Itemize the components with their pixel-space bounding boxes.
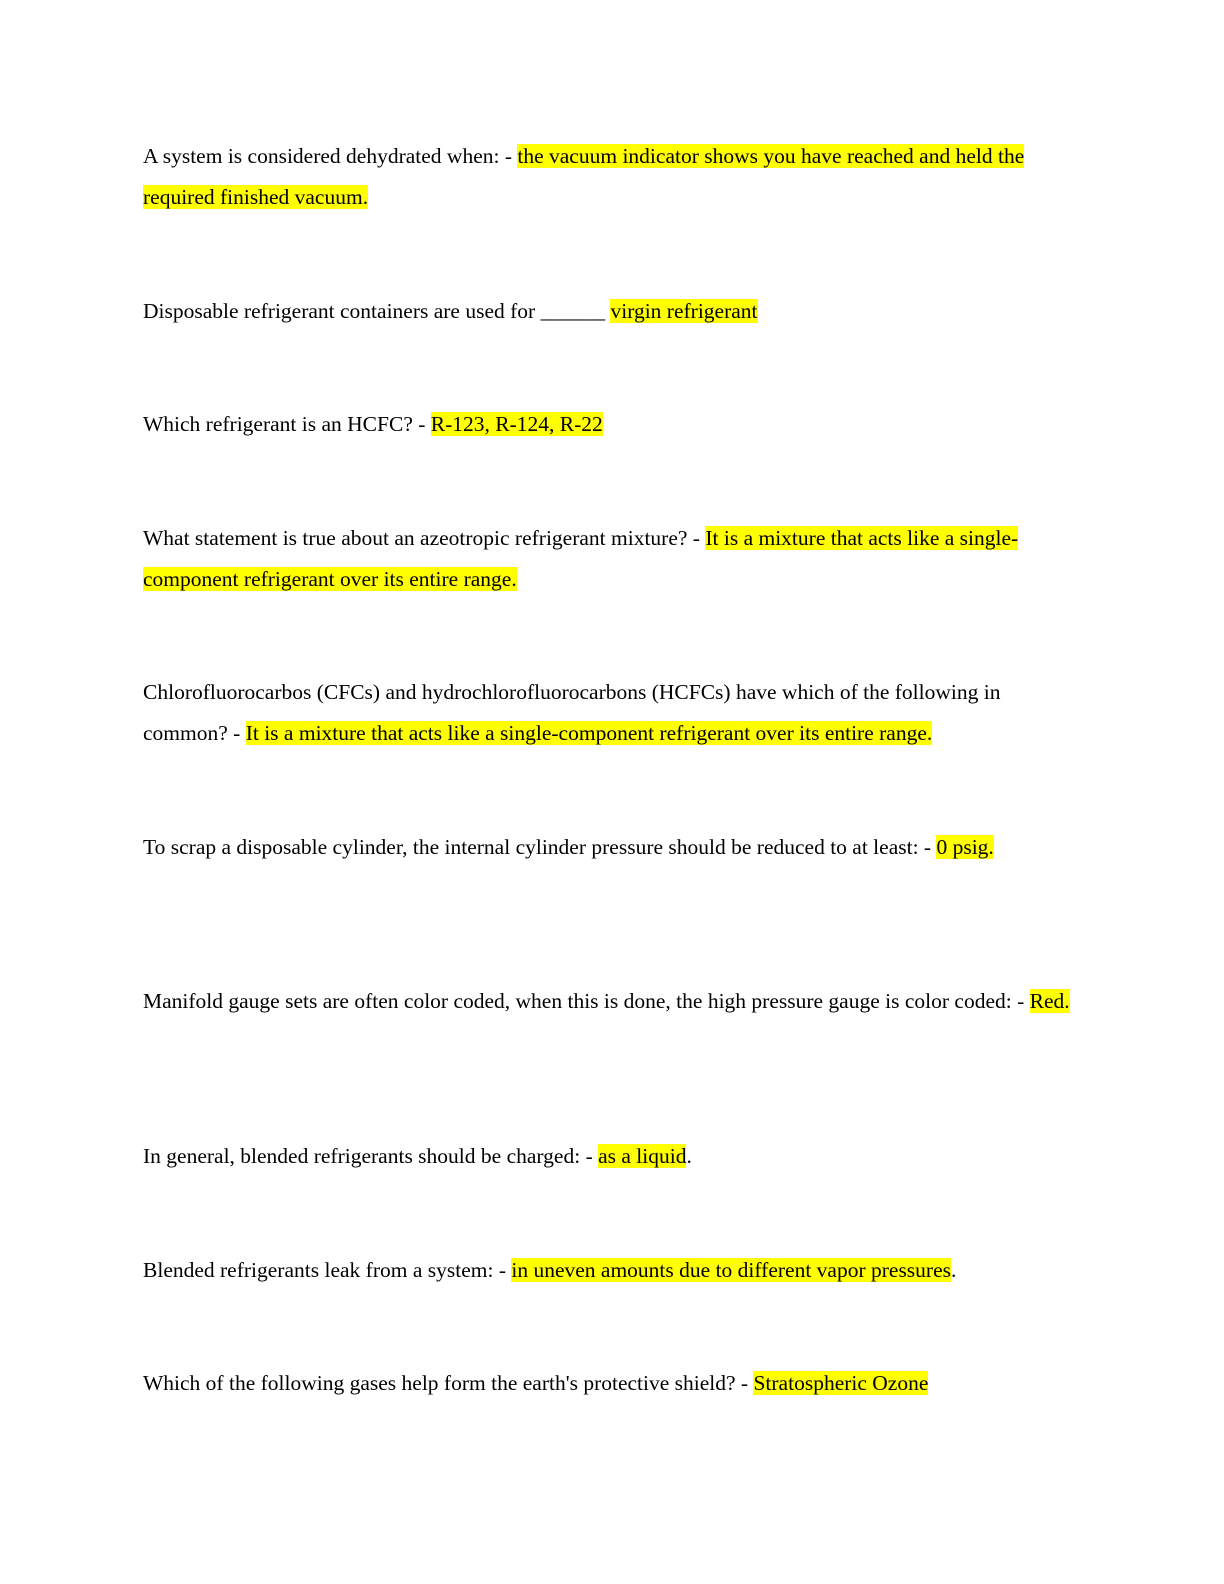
answer-highlight: Red. [1029, 989, 1070, 1013]
answer-highlight: as a liquid [598, 1144, 687, 1168]
question-text: In general, blended refrigerants should be charged: - [143, 1144, 599, 1168]
qa-item-7 [143, 981, 1073, 1022]
question-text: Manifold gauge sets are often color coded, when this is done, the high pressure gauge is color coded: - [143, 989, 1030, 1013]
qa-item-10 [143, 1363, 1073, 1404]
qa-item-5 [143, 672, 1073, 754]
question-text: Disposable refrigerant containers are used for ______ [143, 299, 611, 323]
question-text: Chlorofluorocarbos (CFCs) and hydrochlorofluorocarbons (HCFCs) have which of the following in common? - [143, 680, 1001, 745]
qa-item-8 [143, 1136, 1073, 1177]
qa-item-4 [143, 518, 1073, 600]
qa-item-3 [143, 404, 1073, 445]
question-text: A system is considered dehydrated when: - [143, 144, 518, 168]
question-text: Which refrigerant is an HCFC? - [143, 412, 431, 436]
answer-highlight: It is a mixture that acts like a single-component refrigerant over its entire range. [143, 526, 1019, 591]
answer-highlight: R-123, R-124, R-22 [430, 412, 603, 436]
answer-highlight: the vacuum indicator shows you have reached and held the required finished vacuum. [143, 144, 1025, 209]
qa-item-6 [143, 827, 1073, 868]
answer-tail: . [686, 1144, 692, 1168]
question-text: What statement is true about an azeotropic refrigerant mixture? - [143, 526, 706, 550]
qa-item-1 [143, 136, 1073, 218]
answer-highlight: 0 psig. [936, 835, 994, 859]
answer-highlight: in uneven amounts due to different vapor pressures [511, 1258, 951, 1282]
qa-item-9 [143, 1250, 1073, 1291]
qa-item-2 [143, 291, 1073, 332]
question-text: To scrap a disposable cylinder, the internal cylinder pressure should be reduced to at least: - [143, 835, 937, 859]
answer-tail: . [951, 1258, 957, 1282]
answer-highlight: virgin refrigerant [610, 299, 758, 323]
question-text: Blended refrigerants leak from a system: - [143, 1258, 512, 1282]
answer-highlight: Stratospheric Ozone [753, 1371, 929, 1395]
answer-highlight: It is a mixture that acts like a single-component refrigerant over its entire range. [245, 721, 933, 745]
question-text: Which of the following gases help form the earth's protective shield? - [143, 1371, 754, 1395]
